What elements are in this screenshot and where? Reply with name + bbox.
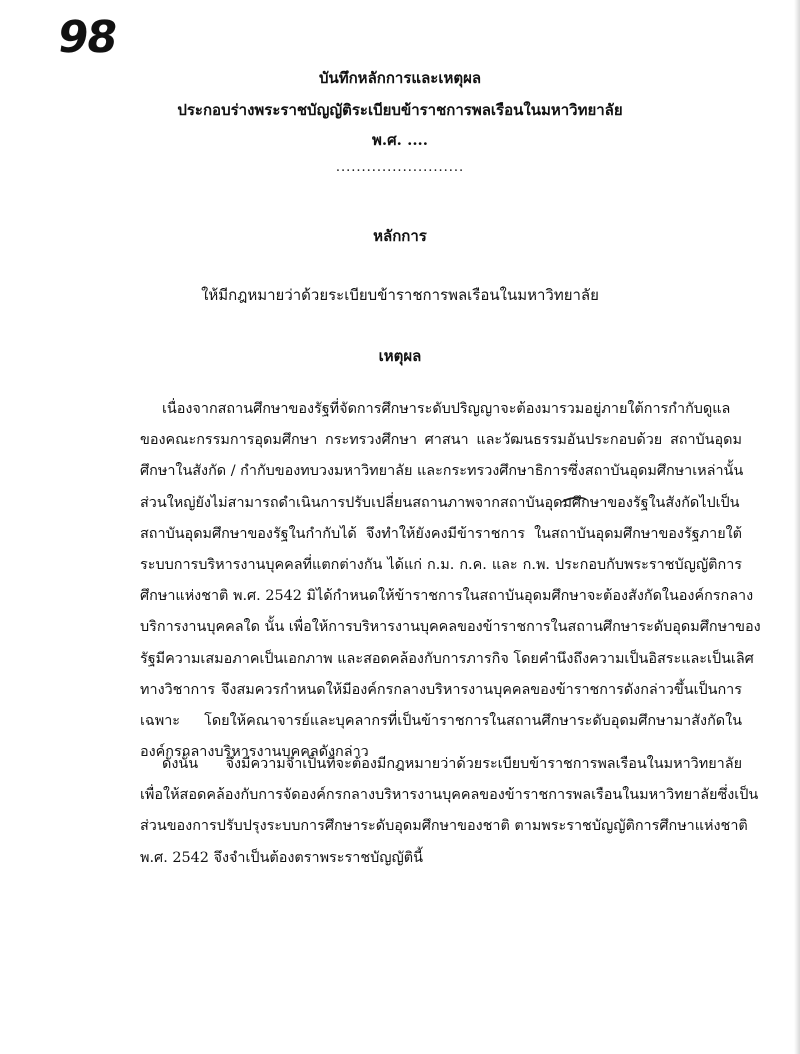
document-title: บันทึกหลักการและเหตุผล [318,69,482,87]
paragraph-line: ศึกษาในสังกัด / กำกับของทบวงมหาวิทยาลัย และกระทรวงศึกษาธิการซึ่งสถาบันอุดมศึกษาเหล่านั้น [140,463,744,480]
paragraph-line: ดังนั้น จึงมีความจำเป็นที่จะต้องมีกฎหมายว่าด้วยระเบียบข้าราชการพลเรือนในมหาวิทยาลัย [162,756,742,772]
paragraph-line: ทางวิชาการ จึงสมควรกำหนดให้มีองค์กรกลางบริหารงานบุคคลของข้าราชการดังกล่าวขึ้นเป็นการ [140,681,742,698]
reason-paragraph-2 [140,749,759,874]
paragraph-line: เฉพาะ โดยให้คณาจารย์และบุคลากรที่เป็นข้าราชการในสถานศึกษาระดับอุดมศึกษามาสังกัดใน [140,713,742,730]
paragraph-line: สถาบันอุดมศึกษาของรัฐในกำกับได้ จึงทำให้ยังคงมีข้าราชการ ในสถาบันอุดมศึกษาของรัฐภายใต้ [140,525,742,542]
paragraph-line: ระบบการบริหารงานบุคคลที่แตกต่างกัน ได้แก่ ก.ม. ก.ค. และ ก.พ. ประกอบกับพระราชบัญญัติการ [140,557,742,574]
paragraph-line: รัฐมีความเสมอภาคเป็นเอกภาพ และสอดคล้องกับการภารกิจ โดยคำนึงถึงความเป็นอิสระและเป็นเลิศ [140,650,754,667]
paragraph-line: เพื่อให้สอดคล้องกับการจัดองค์กรกลางบริหารงานบุคคลของข้าราชการพลเรือนในมหาวิทยาลัยซึ่งเป็น [140,787,759,804]
paragraph-line: เนื่องจากสถานศึกษาของรัฐที่จัดการศึกษาระดับปริญญาจะต้องมารวมอยู่ภายใต้การกำกับดูแล [162,401,731,417]
document-year: พ.ศ. .... [372,131,428,149]
paragraph-line: บริการงานบุคคลใด นั้น เพื่อให้การบริหารงานบุคคลของข้าราชการในสถานศึกษาระดับอุดมศึกษาของ [140,619,761,636]
title-separator: ......................... [335,160,465,175]
principle-text: ให้มีกฎหมายว่าด้วยระเบียบข้าราชการพลเรือนในมหาวิทยาลัย [201,286,599,304]
principle-heading: หลักการ [373,227,427,245]
paragraph-line: ของคณะกรรมการอุดมศึกษา กระทรวงศึกษา ศาสนา และวัฒนธรรมอันประกอบด้วย สถาบันอุดม [140,432,742,449]
scan-edge-shadow [794,0,800,1054]
reason-paragraph-1 [140,394,761,768]
handwritten-page-number: 98 [54,12,119,63]
document-subtitle: ประกอบร่างพระราชบัญญัติระเบียบข้าราชการพลเรือนในมหาวิทยาลัย [177,101,623,119]
paragraph-line: องค์กรกลางบริหารงานบุคคลดังกล่าว [140,744,369,761]
paragraph-line: ส่วนของการปรับปรุงระบบการศึกษาระดับอุดมศึกษาของชาติ ตามพระราชบัญญัติการศึกษาแห่งชาติ [140,818,748,835]
paragraph-line: ศึกษาแห่งชาติ พ.ศ. 2542 มิได้กำหนดให้ข้าราชการในสถาบันอุดมศึกษาจะต้องสังกัดในองค์กรกลาง [140,588,754,605]
paragraph-line: ส่วนใหญ่ยังไม่สามารถดำเนินการปรับเปลี่ยนสถานภาพจากสถาบันอุดมศึกษาของรัฐในสังกัดไปเป็น [140,494,740,511]
reason-heading: เหตุผล [378,347,422,365]
paragraph-line: พ.ศ. 2542 จึงจำเป็นต้องตราพระราชบัญญัตินี้ [140,849,423,866]
